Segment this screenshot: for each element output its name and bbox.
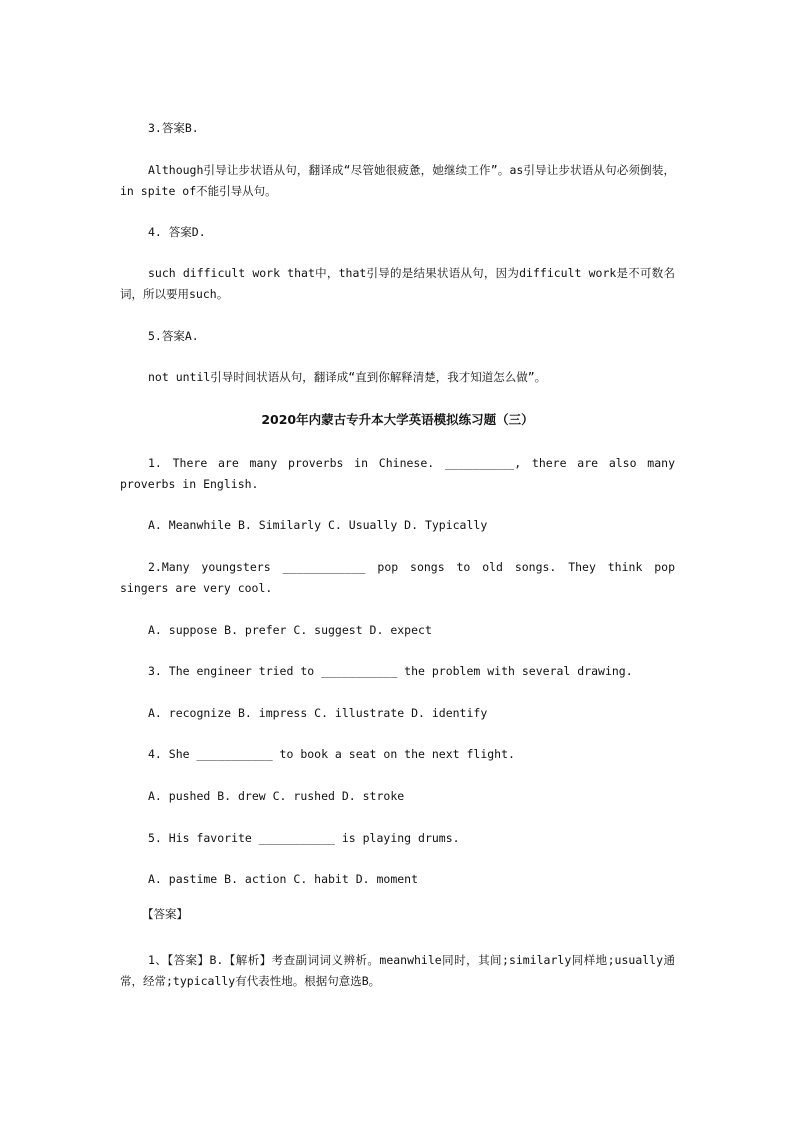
question-3: 3. The engineer tried to ___________ the problem with several drawing. [148, 664, 633, 678]
question-2: 2.Many youngsters ____________ pop songs to old songs. They think pop singers are very cool. [120, 560, 675, 595]
answer-3-explanation: Although引导让步状语从句，翻译成“尽管她很疲惫，她继续工作”。as引导让步状语从句必须倒装，in spite of不能引导从句。 [120, 163, 675, 198]
question-2-options: A. suppose B. prefer C. suggest D. expect [148, 623, 432, 637]
answer-3-heading: 3.答案B. [148, 121, 199, 135]
question-4: 4. She ___________ to book a seat on the next flight. [148, 747, 515, 761]
question-5: 5. His favorite ___________ is playing drums. [148, 831, 460, 845]
answer-5-heading: 5.答案A. [148, 329, 199, 343]
answer-4-explanation: such difficult work that中，that引导的是结果状语从句，因为difficult work是不可数名词，所以要用such。 [120, 266, 675, 301]
answer-1-explanation: 1、【答案】B.【解析】考查副词词义辨析。meanwhile同时，其间;similarly同样地;usually通常，经常;typically有代表性地。根据句意选B。 [120, 953, 675, 988]
answer-4-heading: 4. 答案D. [148, 225, 206, 239]
question-3-options: A. recognize B. impress C. illustrate D. identify [148, 706, 488, 720]
question-5-options: A. pastime B. action C. habit D. moment [148, 872, 419, 886]
question-1-options: A. Meanwhile B. Similarly C. Usually D. Typically [148, 518, 488, 532]
answer-5-explanation: not until引导时间状语从句，翻译成“直到你解释清楚，我才知道怎么做”。 [148, 370, 547, 384]
answers-heading: 【答案】 [142, 907, 188, 921]
question-4-options: A. pushed B. drew C. rushed D. stroke [148, 789, 405, 803]
section-title: 2020年内蒙古专升本大学英语模拟练习题（三） [261, 412, 534, 427]
question-1: 1. There are many proverbs in Chinese. __________, there are also many proverbs in English. [120, 456, 675, 491]
